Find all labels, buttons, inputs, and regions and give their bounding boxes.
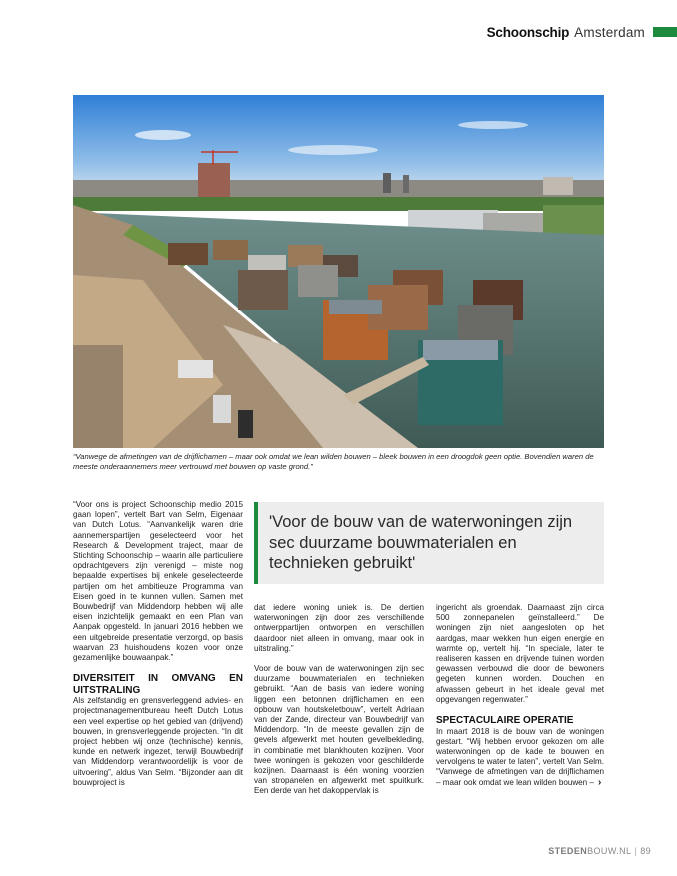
- car: [213, 395, 231, 423]
- pull-quote-text: 'Voor de bouw van de waterwoningen zijn sec duurzame bouwmaterialen en technieken gebruikt': [269, 513, 573, 572]
- paragraph: Als zelfstandig en grensverleggend advies- en projectmanagementbureau heeft Dutch Lotus een veel expertise op het gebied van (drijvend) bouwen, in grensverleggende projecten. “In dit project hebben wij onze (technische) kennis, kunde en netwerk ingezet, terwijl Bouwbedrijf van Middendorp verantwoordelijk is voor de uitvoering”, aldus Van Selm. “Bijzonder aan dit bouwproject is: [73, 696, 243, 787]
- building: [403, 175, 409, 193]
- photo-caption: “Vanwege de afmetingen van de drijflichamen – maar ook omdat we lean wilden bouwen – bleek bouwen in een droogdok geen optie. Bovendien waren de meeste onderaannemers meer vertrouwd met bouwen op vaste grond.”: [73, 452, 594, 471]
- column-2: [254, 603, 424, 807]
- section-heading: SPECTACULAIRE OPERATIE: [436, 715, 574, 727]
- shadow: [73, 345, 123, 448]
- floating-house: [168, 243, 208, 265]
- roof-solar: [423, 340, 498, 360]
- aerial-photo: [73, 95, 604, 448]
- column-1: [73, 500, 243, 798]
- cloud: [135, 130, 191, 140]
- building: [383, 173, 391, 193]
- continue-arrow-icon: ›: [597, 776, 602, 788]
- floating-house: [288, 245, 323, 267]
- cloud: [458, 121, 528, 129]
- floating-house: [238, 270, 288, 310]
- floating-house: [213, 240, 248, 260]
- footer-brand-bold: STEDEN: [548, 846, 588, 856]
- running-header: [487, 22, 677, 42]
- paragraph: dat iedere woning uniek is. De dertien waterwoningen zijn door zes verschillende ontwerppartijen ontworpen en verschillen daardoor niet alleen in omvang, maar ook in uitstraling.”: [254, 603, 424, 653]
- car: [238, 410, 253, 438]
- roof-solar: [329, 300, 382, 314]
- cloud: [288, 145, 378, 155]
- paragraph: ingericht als groendak. Daarnaast zijn circa 500 zonnepanelen geïnstalleerd.” De woningen zijn niet aangesloten op het aardgas, maar wekken hun eigen energie en warmte op, vertelt hij. “In speciale, later te realiseren kassen en drijvende tuinen worden gewassen verbouwd die door de bewoners gegeten kunnen worden. Douchen en afwassen gebeurt in het ideale geval met opgevangen regenwater.”: [436, 603, 604, 704]
- header-title: Schoonschip: [486, 24, 570, 40]
- building: [543, 177, 573, 195]
- tree-line: [73, 197, 604, 211]
- paragraph: Voor de bouw van de waterwoningen zijn sec duurzame bouwmaterialen en technieken gebruikt. “Aan de basis van iedere woning liggen een betonnen drijflichamen en een opbouw van houtskeletbouw”, vertelt Adriaan van der Zande, directeur van Bouwbedrijf van Middendorp. “In de meeste gevallen zijn de gevels afgewerkt met houten gevelbekleding, in combinatie met blankhouten kozijnen. Voor twee woningen is gekozen voor geschilderde kozijnen. Daarnaast is één woning voorzien van stropanelen en afgewerkt met spuitkurk. Een derde van het dakoppervlak is: [254, 664, 424, 796]
- column-3: [436, 603, 604, 798]
- van: [178, 360, 213, 378]
- header-subtitle: Amsterdam: [574, 24, 645, 40]
- floating-house: [298, 265, 338, 297]
- section-heading: DIVERSITEIT IN OMVANG EN UITSTRALING: [73, 673, 243, 696]
- sky: [73, 95, 604, 190]
- paragraph-text: In maart 2018 is de bouw van de woningen gestart. “Wij hebben ervoor gekozen om alle waterwoningen op de kade te bouwen en vervolgens te water te laten”, vertelt Van Selm. “Vanwege de afmetingen van de drijflichamen – maar ook omdat we lean wilden bouwen –: [436, 726, 604, 787]
- quote-accent-bar: [254, 502, 258, 584]
- paragraph: “Voor ons is project Schoonschip medio 2015 gaan lopen”, vertelt Bart van Selm, Eigenaar van Dutch Lotus. “Aanvankelijk waren drie aannemerspartijen geselecteerd voor het Research & Development traject, maar de Stichting Schoonschip – waarin alle particuliere opdrachtgevers zijn verenigd – miste nog bepaalde expertises bij enkele geselecteerde partijen om het ambitieuze Programma van Eisen goed in te kunnen vullen. Samen met Bouwbedrijf van Middendorp hebben wij alle eisen inzichtelijk gemaakt en een Plan van Aanpak opgesteld. In januari 2016 hebben we een uitgebreide presentatie verzorgd, op basis waarvan 23 huishoudens kozen voor onze gezamenlijke bouwaanpak.”: [73, 500, 243, 663]
- page-footer: [548, 846, 651, 856]
- paragraph: [436, 727, 604, 788]
- header-accent-bar: [653, 27, 677, 37]
- page-number: 89: [640, 846, 651, 856]
- pull-quote: [254, 502, 604, 584]
- footer-brand-regular: BOUW.NL: [587, 846, 632, 856]
- footer-separator: |: [634, 846, 638, 856]
